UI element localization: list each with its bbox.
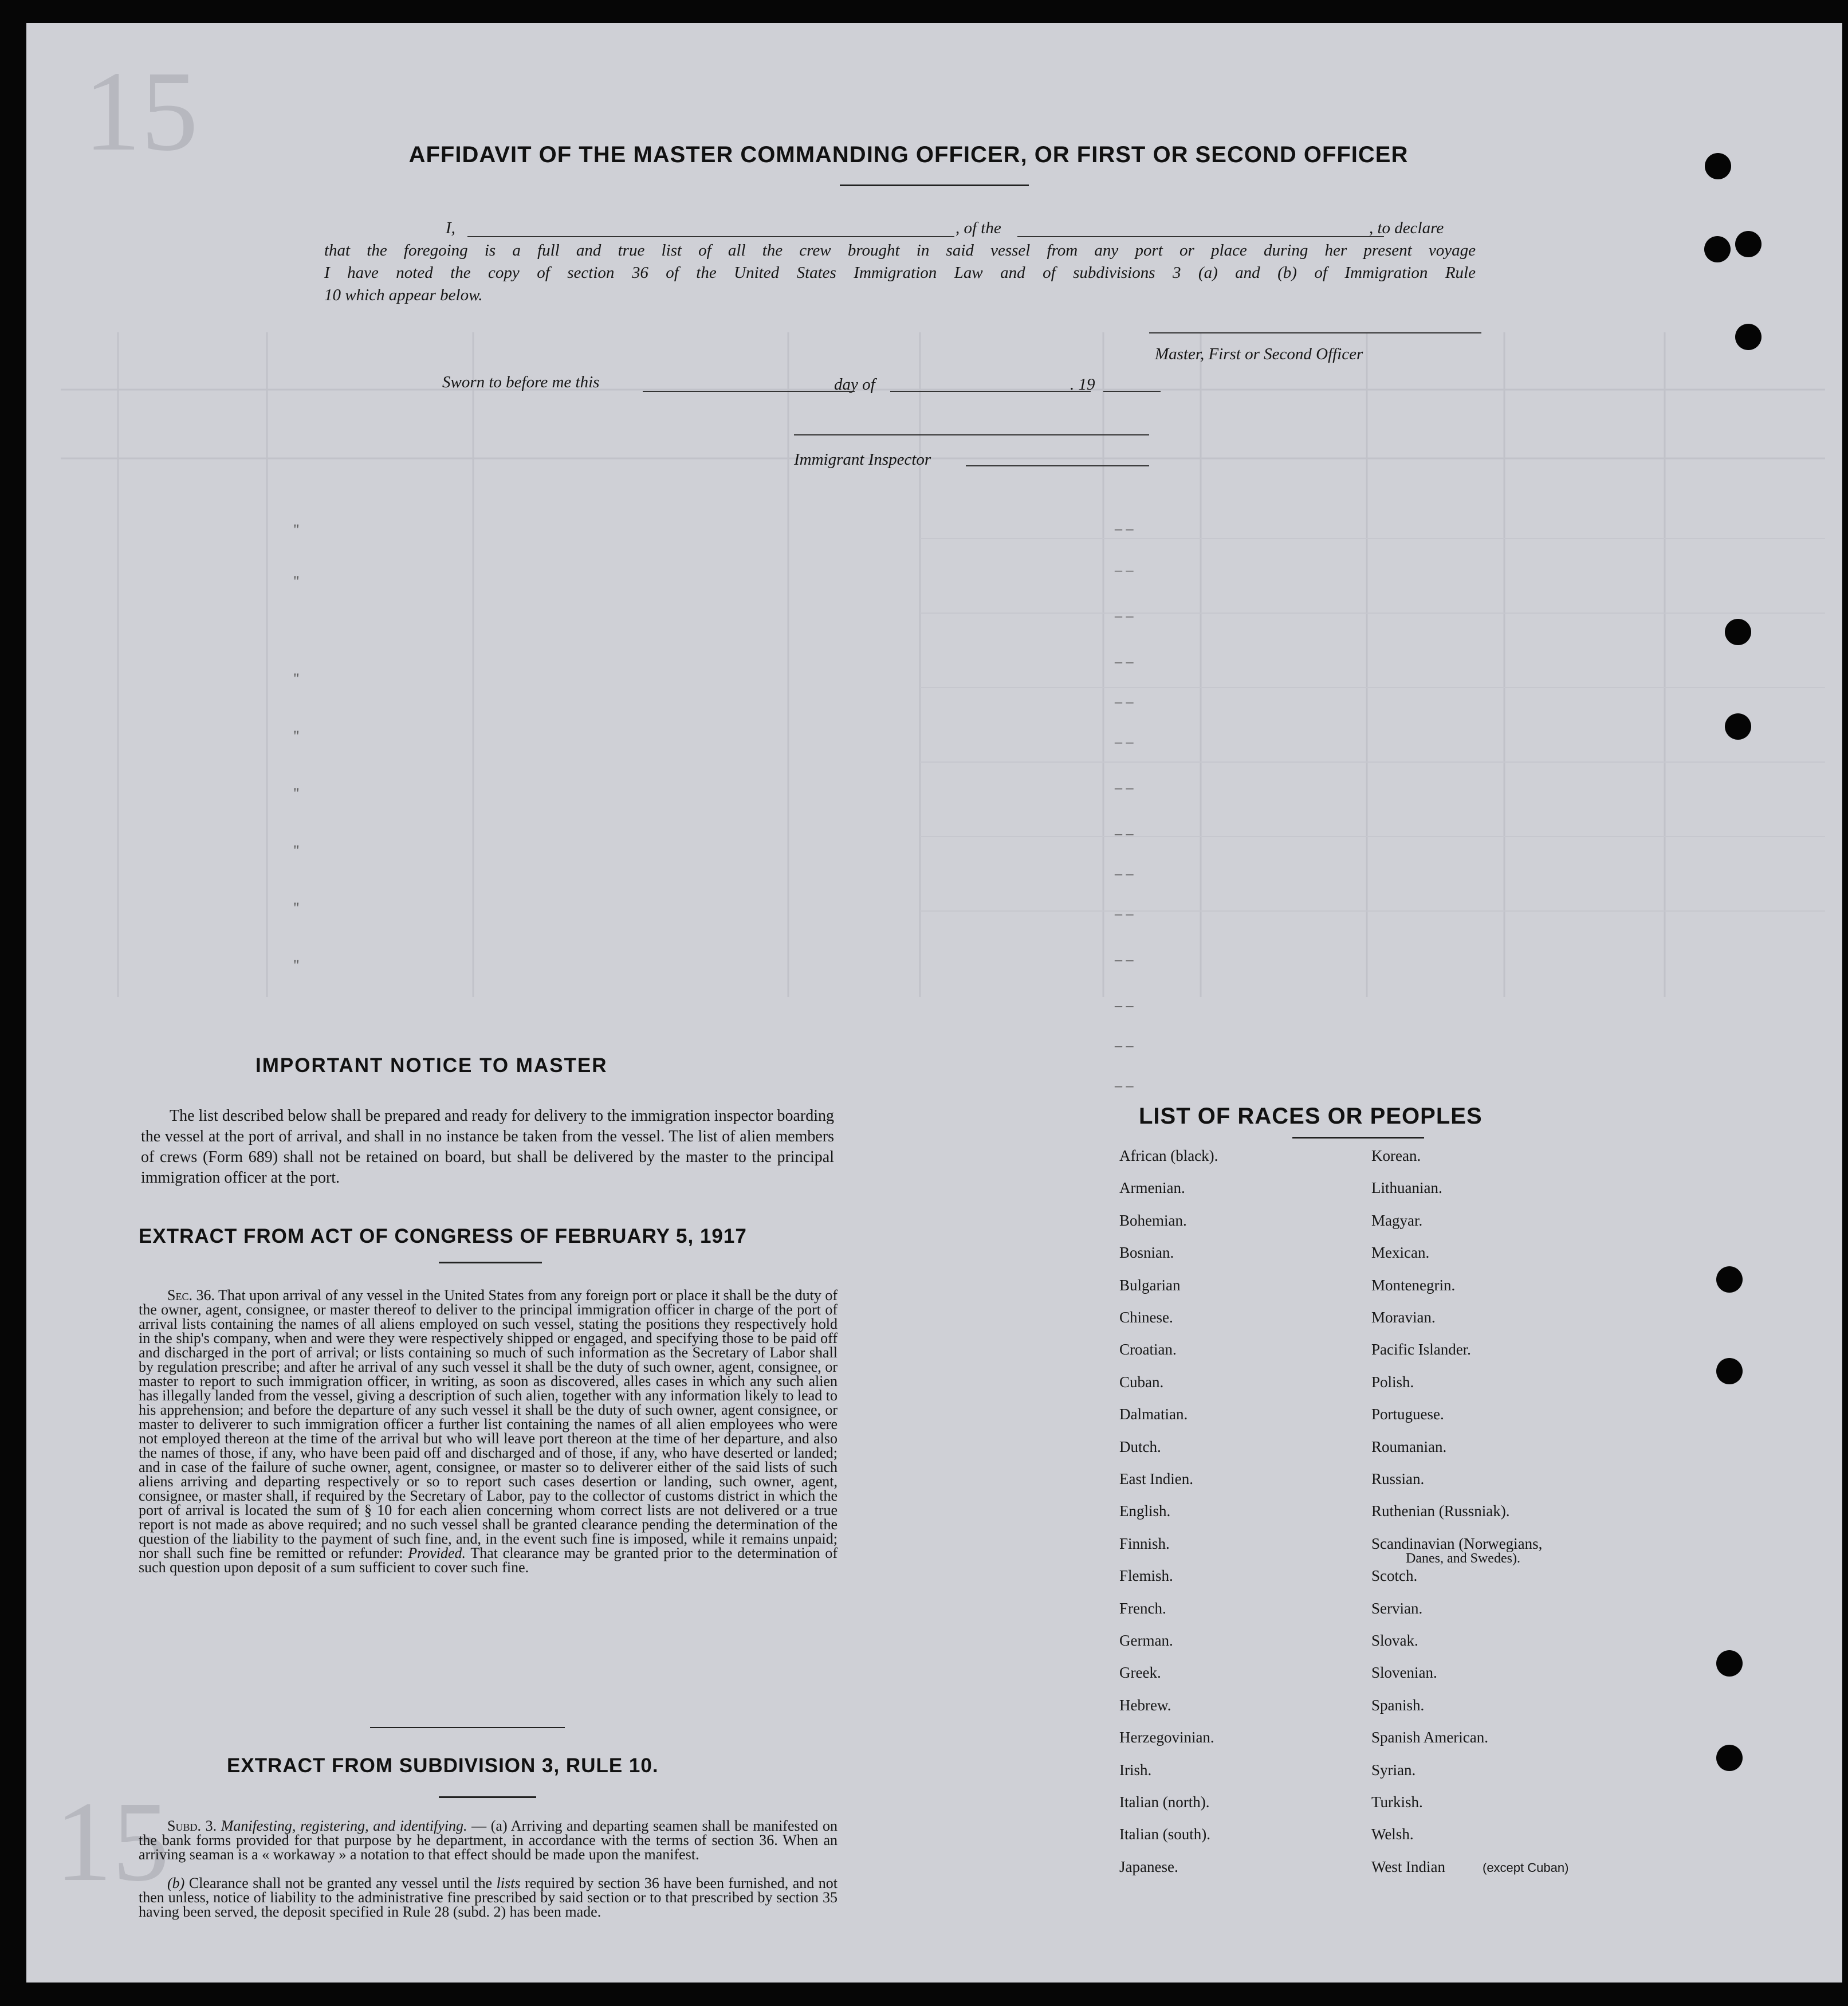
- race-item: Lithuanian.: [1371, 1179, 1442, 1197]
- race-item: East Indien.: [1119, 1470, 1193, 1487]
- race-item: Montenegrin.: [1371, 1276, 1456, 1294]
- race-item: Polish.: [1371, 1373, 1414, 1391]
- act-text: [139, 1288, 838, 1575]
- affidavit-line-4: 10 which appear below.: [324, 286, 483, 304]
- race-item: Moravian.: [1371, 1309, 1436, 1326]
- to-declare-label: , to declare: [1369, 219, 1444, 237]
- race-item: Finnish.: [1119, 1534, 1170, 1552]
- notice-text: The list described below shall be prepared and ready for delivery to the immigration inspector boarding the vessel at the port of arrival, and shall in no instance be taken from the vessel. The list of alien members of crews (Form 689) shall not be retained on board, but shall be delivered by the master to the principal immigration officer at the port.: [141, 1107, 834, 1187]
- sworn-day-blank[interactable]: [643, 391, 855, 392]
- of-the-label: , of the: [956, 219, 1001, 237]
- subd-italic: Manifesting, registering, and identifying.: [221, 1817, 467, 1834]
- dash-mark: – –: [1115, 653, 1134, 670]
- binder-hole: [1704, 236, 1731, 262]
- binder-hole: [1716, 1650, 1743, 1677]
- race-item: Irish.: [1119, 1761, 1152, 1779]
- race-item: Pacific Islander.: [1371, 1341, 1471, 1359]
- binder-hole: [1735, 324, 1762, 350]
- dash-mark: – –: [1115, 779, 1134, 796]
- race-item: German.: [1119, 1632, 1173, 1649]
- i-label: I,: [446, 219, 455, 237]
- inspector-label: Immigrant Inspector: [794, 450, 931, 469]
- act-underline: [439, 1262, 542, 1263]
- race-item: Bohemian.: [1119, 1211, 1187, 1229]
- binder-hole: [1716, 1358, 1743, 1384]
- race-item: Bulgarian: [1119, 1276, 1181, 1294]
- dash-mark: – –: [1115, 951, 1134, 968]
- signature-blank[interactable]: [1149, 332, 1481, 333]
- day-of-label: day of: [834, 375, 875, 394]
- b-text-2: required by section 36 have been furnished, and not then unless, notice of liability to the administrative fine prescribed by said section or to that prescribed by section 35 having been served, the deposit specified in Rule 28 (subd. 2) has been made.: [139, 1875, 838, 1920]
- affidavit-line-2: that the foregoing is a full and true list of all the crew brought in said vessel from any port or place during her present voyage: [324, 241, 1476, 260]
- binder-hole: [1725, 619, 1751, 645]
- race-item: Scandinavian (Norwegians,: [1371, 1534, 1543, 1552]
- sworn-label: Sworn to before me this: [442, 373, 600, 391]
- vessel-blank[interactable]: [1017, 236, 1384, 237]
- race-item: French.: [1119, 1599, 1166, 1617]
- race-item: Roumanian.: [1371, 1438, 1447, 1455]
- race-item: Portuguese.: [1371, 1406, 1444, 1423]
- race-item: Servian.: [1371, 1599, 1423, 1617]
- race-item: Welsh.: [1371, 1826, 1414, 1843]
- binder-hole: [1725, 713, 1751, 740]
- ditto-mark: ": [293, 670, 300, 687]
- race-item: Russian.: [1371, 1470, 1425, 1487]
- race-item: Croatian.: [1119, 1341, 1177, 1359]
- race-item: Japanese.: [1119, 1858, 1178, 1875]
- dash-mark: – –: [1115, 1077, 1134, 1094]
- binder-hole: [1735, 231, 1762, 257]
- subd-label: Subd. 3.: [167, 1817, 217, 1834]
- race-item: Cuban.: [1119, 1373, 1164, 1391]
- ditto-mark: ": [293, 957, 300, 973]
- b-lists: lists: [496, 1875, 521, 1891]
- name-blank[interactable]: [467, 236, 954, 237]
- ditto-mark: ": [293, 900, 300, 916]
- affidavit-line-3: I have noted the copy of section 36 of the United States Immigration Law and of subdivisions 3 (a) and (b) of Immigration Rule: [324, 264, 1476, 282]
- ditto-mark: ": [293, 728, 300, 744]
- notice-title: IMPORTANT NOTICE TO MASTER: [255, 1054, 608, 1077]
- race-item: Slovenian.: [1371, 1664, 1437, 1682]
- binder-hole: [1716, 1266, 1743, 1293]
- dash-mark: – –: [1115, 997, 1134, 1014]
- b-label: (b): [167, 1875, 185, 1891]
- race-item: Hebrew.: [1119, 1696, 1171, 1714]
- race-item: Armenian.: [1119, 1179, 1185, 1197]
- race-item: English.: [1119, 1502, 1171, 1520]
- race-item: Chinese.: [1119, 1309, 1173, 1326]
- dash-mark: – –: [1115, 733, 1134, 750]
- dash-mark: – –: [1115, 693, 1134, 710]
- act-provided: Provided.: [408, 1545, 466, 1561]
- year-label: . 19: [1070, 375, 1095, 394]
- inspector-line: [966, 465, 1149, 466]
- race-item: Turkish.: [1371, 1793, 1423, 1811]
- race-item: Italian (north).: [1119, 1793, 1210, 1811]
- title-underline: [840, 184, 1029, 186]
- ditto-mark: ": [293, 785, 300, 802]
- ditto-mark: ": [293, 573, 300, 590]
- subd-text: — (a) Arriving and departing seamen shall be manifested on the bank forms provided for that purpose by he department, in accordance with the terms of section 36. When an arriving seaman is a « workaway » a notation to that effect should be made upon the manifest.: [139, 1817, 838, 1863]
- race-item: Herzegovinian.: [1119, 1729, 1214, 1746]
- ghost-grid: [26, 23, 1842, 1983]
- dash-mark: – –: [1115, 865, 1134, 882]
- race-item: Mexican.: [1371, 1244, 1430, 1262]
- rule-text-a: [139, 1819, 838, 1862]
- race-item: Bosnian.: [1119, 1244, 1174, 1262]
- race-item: Dutch.: [1119, 1438, 1161, 1455]
- race-item: West Indian: [1371, 1858, 1446, 1875]
- race-item: Magyar.: [1371, 1211, 1423, 1229]
- binder-hole: [1716, 1745, 1743, 1771]
- race-item: Italian (south).: [1119, 1826, 1210, 1843]
- race-item: Syrian.: [1371, 1761, 1416, 1779]
- races-underline: [1292, 1137, 1424, 1139]
- dash-mark: – –: [1115, 562, 1134, 578]
- rule-text-b: [139, 1876, 838, 1919]
- race-item: Greek.: [1119, 1664, 1161, 1682]
- act-end-rule: [370, 1727, 565, 1728]
- binder-hole: [1705, 153, 1731, 179]
- dash-mark: – –: [1115, 1037, 1134, 1054]
- race-item: Flemish.: [1119, 1567, 1173, 1585]
- race-item-continuation: Danes, and Swedes).: [1406, 1550, 1520, 1566]
- inspector-blank[interactable]: [794, 434, 1149, 435]
- rule-underline: [439, 1796, 536, 1798]
- race-item-note: (except Cuban): [1483, 1860, 1569, 1875]
- page-number-ghost: 15: [84, 48, 198, 175]
- signature-label: Master, First or Second Officer: [1155, 345, 1363, 363]
- race-item: African (black).: [1119, 1147, 1218, 1164]
- year-blank[interactable]: [1103, 391, 1161, 392]
- dash-mark: – –: [1115, 520, 1134, 537]
- race-item: Korean.: [1371, 1147, 1421, 1164]
- race-item: Slovak.: [1371, 1632, 1418, 1649]
- act-body: That upon arrival of any vessel in the United States from any foreign port or place it shall be the duty of the owner, agent, consignee, or master thereof to deliver to the principal immigration officer in charge of the port of arrival lists containing the names of all aliens employed on such vessel, stating the positions they respectively hold in the ship's company, when and were they were respectively shipped or engaged, and specifying those to be paid off and discharged in the port of arrival; or lists containing so much of such information as the Secretary of Labor shall by regulation prescribe; and after he arrival of any such vessel it shall be the duty of such owner, agent, consignee, or master to report to such immigration officer, in writing, as soon as discovered, alles cases in which any such alien has illegally landed from the vessel, giving a description of such alien, together with any information likely to lead to his apprehension; and before the departure of any such vessel it shall be the duty of such owner, agent consignee, or master to deliverer to such immigration officer a further list containing the names of all alien employees who were not employed thereon at the time of the arrival but who will leave port thereon at the time of her departure, and also the names of those, if any, who have been paid off and discharged and of those, if any, who have deserted or landed; and in case of the failure of suche owner, agent, consignee, or master so to deliverer either of the said lists of such aliens arriving and departing respectively or so to report such cases desertion or landing, such owner, agent, consignee, or master shall, if required by the Secretary of Labor, pay to the collector of customs district in which the port of arrival is located the sum of § 10 for each alien concerning whom correct lists are not delivered or a true report is not made as above required; and no such vessel shall be granted clearance pending the determination of the question of the liability to the payment of such fine, and, in the event such fine is imposed, while it remains unpaid; nor shall such fine be remitted or refunder:: [139, 1287, 838, 1561]
- sec-label: Sec. 36.: [167, 1287, 215, 1304]
- dash-mark: – –: [1115, 825, 1134, 842]
- month-blank[interactable]: [890, 391, 1091, 392]
- b-text-1: Clearance shall not be granted any vessel until the: [188, 1875, 493, 1891]
- dash-mark: – –: [1115, 905, 1134, 922]
- rule-title: EXTRACT FROM SUBDIVISION 3, RULE 10.: [227, 1754, 659, 1777]
- races-title: LIST OF RACES OR PEOPLES: [1139, 1104, 1483, 1129]
- affidavit-title: AFFIDAVIT OF THE MASTER COMMANDING OFFICER, OR FIRST OR SECOND OFFICER: [408, 142, 1409, 167]
- ditto-mark: ": [293, 842, 300, 859]
- race-item: Spanish.: [1371, 1696, 1425, 1714]
- race-item: Scotch.: [1371, 1567, 1418, 1585]
- document-page: [26, 23, 1842, 1983]
- act-title: EXTRACT FROM ACT OF CONGRESS OF FEBRUARY 5, 1917: [139, 1225, 747, 1247]
- race-item: Dalmatian.: [1119, 1406, 1188, 1423]
- race-item: Spanish American.: [1371, 1729, 1488, 1746]
- race-item: Ruthenian (Russniak).: [1371, 1502, 1510, 1520]
- dash-mark: – –: [1115, 607, 1134, 624]
- ditto-mark: ": [293, 521, 300, 538]
- page-number-ghost-bottom: 15: [55, 1779, 170, 1905]
- act-body-end: That clearance may be granted prior to the determination of such question upon deposit of a sum sufficient to cover such fine.: [139, 1545, 838, 1576]
